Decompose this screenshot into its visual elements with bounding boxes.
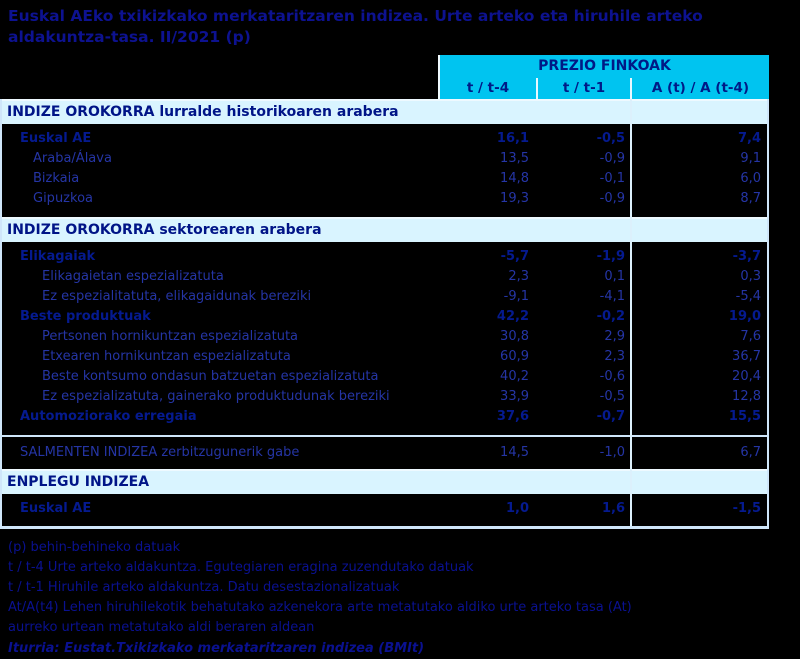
cell-value: -5,4 [735,289,761,304]
cell-value: 8,7 [740,191,761,206]
cell-value: 9,1 [740,151,761,166]
cell-value: 33,9 [500,389,529,404]
row-label: Euskal AE [20,501,92,516]
table-row [2,149,767,169]
cell-value: -3,7 [732,249,761,264]
row-label: Euskal AE [20,131,92,146]
row-label: SALMENTEN INDIZEA zerbitzugunerik gabe [20,445,300,460]
section-body [2,124,767,217]
cell-value: -0,7 [596,409,625,424]
row-label: Ez espezializatuta, gainerako produktudunak bereziki [42,389,390,404]
cell-value: -1,5 [732,501,761,516]
cell-value: -0,6 [599,369,625,384]
cell-value: -0,5 [596,131,625,146]
cell-value: 0,3 [740,269,761,284]
cell-value: -1,0 [599,445,625,460]
row-label: Etxearen hornikuntzan espezializatuta [42,349,291,364]
cell-value: 1,6 [601,501,625,516]
row-label: Pertsonen hornikuntzan espezializatuta [42,329,299,344]
footnote: (p) behin-behineko datuak [8,540,181,555]
section-body [2,242,767,435]
cell-value: 6,0 [740,171,761,186]
footnote: At/A(t4) Lehen hiruhilekotik behatutako azkenekora arte metatutako aldiko urte arteko tasa (At) [8,600,632,615]
cell-value: -1,9 [596,249,625,264]
cell-value: -0,2 [596,309,625,324]
section-header [2,217,767,242]
cell-value: 14,8 [500,171,529,186]
price-group-label: PREZIO FINKOAK [538,58,671,74]
cell-value: 42,2 [496,309,529,324]
cell-value: 6,7 [740,445,761,460]
cell-value: 1,0 [505,501,529,516]
table-header [438,55,769,99]
footnotes [0,529,800,659]
stats-table [0,55,800,529]
column-separator [630,99,632,526]
cell-value: 12,8 [732,389,761,404]
table-row [2,267,767,287]
cell-value: 7,6 [740,329,761,344]
row-label: Elikagaiak [20,249,96,264]
cell-value: 20,4 [732,369,761,384]
section-header-label: INDIZE OROKORRA lurralde historikoaren arabera [7,104,399,120]
column-header-at-at4: A (t) / A (t-4) [630,78,769,99]
table-row [2,169,767,189]
cell-value: -4,1 [599,289,625,304]
cell-value: 40,2 [500,369,529,384]
cell-value: -9,1 [503,289,529,304]
cell-value: 37,6 [496,409,529,424]
column-headers [440,78,769,99]
table-row [2,247,767,267]
row-label: Bizkaia [33,171,80,186]
cell-value: -0,9 [599,191,625,206]
cell-value: 2,9 [604,329,625,344]
row-label: Araba/Álava [33,151,112,166]
section-header [2,99,767,124]
table-row [2,367,767,387]
cell-value: 60,9 [500,349,529,364]
table-row [2,387,767,407]
row-label: Beste produktuak [20,309,151,324]
row-label: Ez espezialitatuta, elikagaidunak bereziki [42,289,312,304]
section-header-label: INDIZE OROKORRA sektorearen arabera [7,222,322,238]
table-row [2,443,767,463]
table-row [2,307,767,327]
cell-value: 0,1 [604,269,625,284]
table-row [2,499,767,519]
cell-value: -0,1 [599,171,625,186]
table-row [2,347,767,367]
cell-value: 14,5 [500,445,529,460]
section-body [2,435,767,469]
cell-value: -5,7 [500,249,529,264]
page-title: Euskal AEko txikizkako merkataritzaren indizea. Urte arteko eta hiruhile arteko aldakuntza-tasa. II/2021 (p) [8,7,703,46]
row-label: Elikagaietan espezializatuta [42,269,224,284]
column-header-t-t4: t / t-4 [466,80,510,96]
cell-value: 30,8 [500,329,529,344]
section-header-label: ENPLEGU INDIZEA [7,474,150,490]
source-note: Iturria: Eustat.Txikizkako merkataritzaren indizea (BMIt) [8,641,425,656]
cell-value: 15,5 [728,409,761,424]
cell-value: 16,1 [496,131,529,146]
section-body [2,494,767,526]
cell-value: 19,0 [728,309,761,324]
section-header [2,469,767,494]
table-row [2,327,767,347]
cell-value: 19,3 [500,191,529,206]
cell-value: 36,7 [732,349,761,364]
cell-value: -0,9 [599,151,625,166]
cell-value: -0,5 [599,389,625,404]
row-label: Beste kontsumo ondasun batzuetan espezializatuta [42,369,379,384]
footnote: t / t-4 Urte arteko aldakuntza. Egutegiaren eragina zuzendutako datuak [8,560,474,575]
table-row [2,287,767,307]
table-row [2,189,767,209]
cell-value: 2,3 [508,269,529,284]
cell-value: 13,5 [500,151,529,166]
column-header-t-t1: t / t-1 [536,78,630,99]
table-body [0,99,769,529]
footnote: aurreko urtean metatutako aldi beraren aldean [8,620,315,635]
row-label: Gipuzkoa [33,191,93,206]
row-label: Automoziorako erregaia [20,409,197,424]
footnote: t / t-1 Hiruhile arteko aldakuntza. Datu desestazionalizatuak [8,580,400,595]
cell-value: 2,3 [604,349,625,364]
table-row [2,407,767,427]
cell-value: 7,4 [737,131,761,146]
table-row [2,129,767,149]
